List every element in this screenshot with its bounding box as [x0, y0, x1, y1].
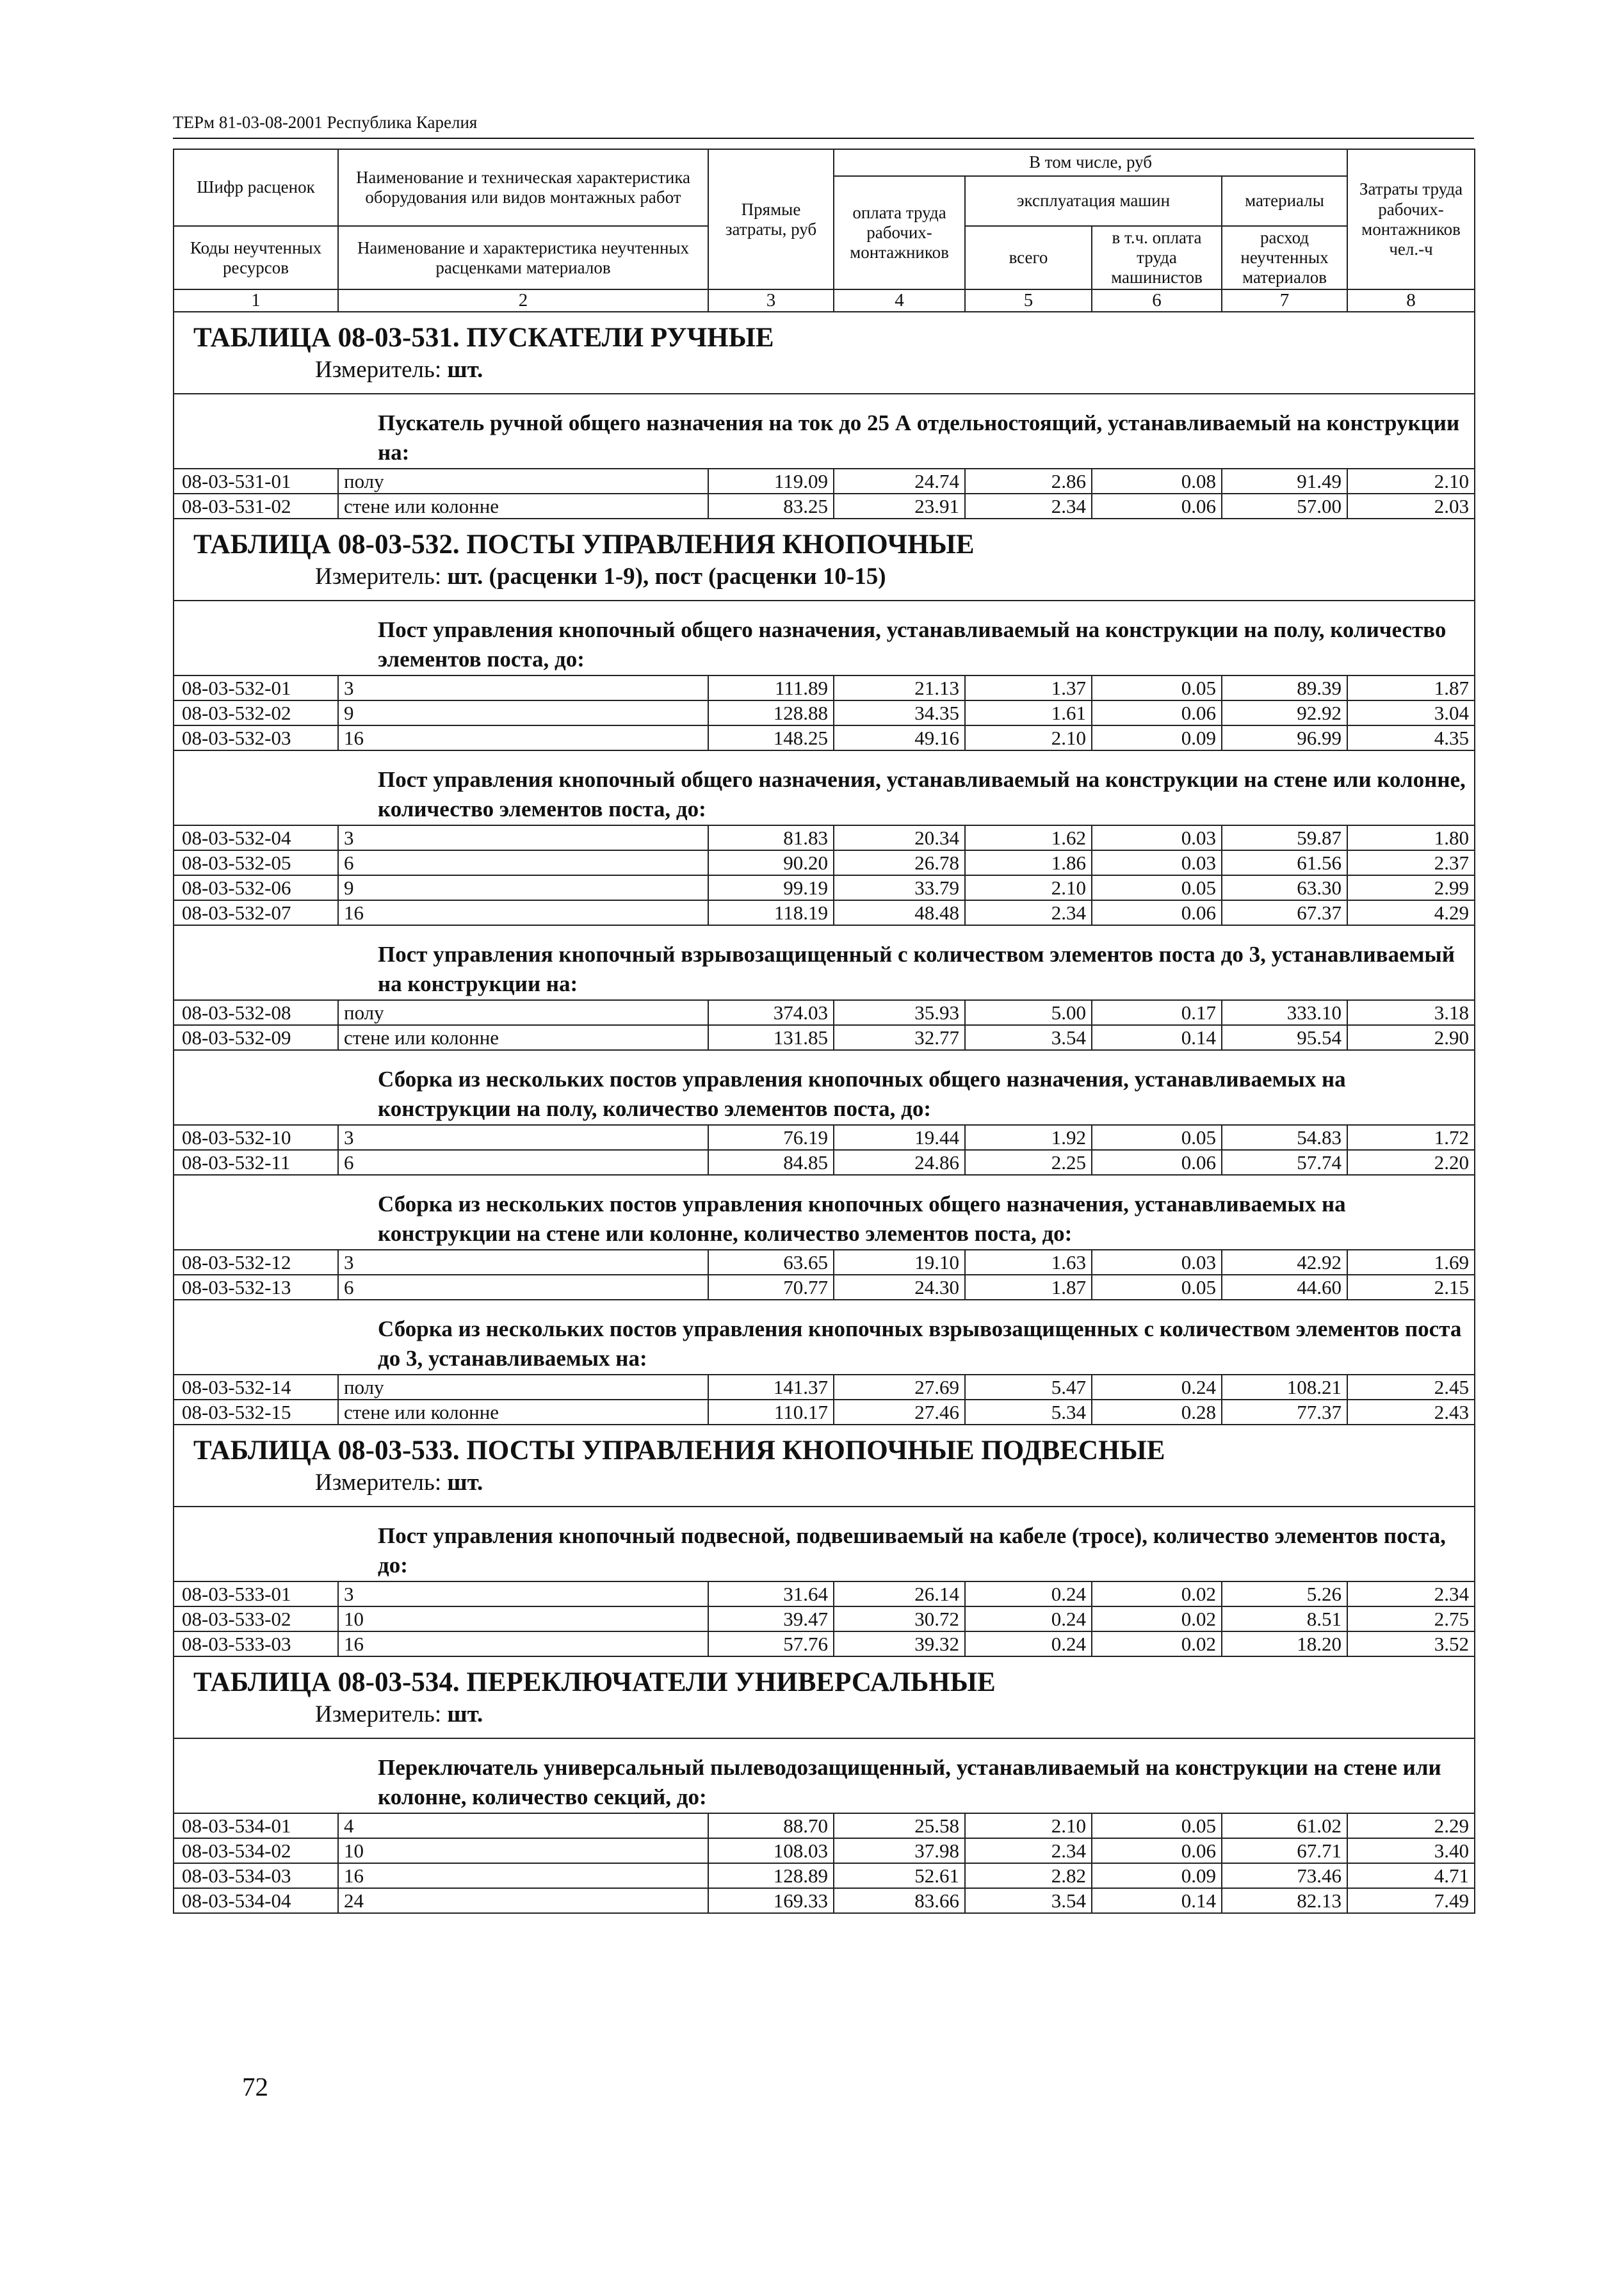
group-description-row: [174, 750, 1475, 825]
machine-cost-cell: 1.92: [965, 1125, 1092, 1150]
table-row: [174, 875, 1475, 900]
machine-cost-cell: 3.54: [965, 1888, 1092, 1913]
group-description-row: [174, 1050, 1475, 1125]
machine-wage-cell: 0.06: [1092, 700, 1222, 725]
labor-hours-cell: 3.40: [1347, 1838, 1475, 1863]
col-number: 1: [174, 289, 338, 312]
code-cell: 08-03-534-04: [174, 1888, 338, 1913]
direct-cost-cell: 83.25: [708, 494, 834, 519]
machine-cost-cell: 1.61: [965, 700, 1092, 725]
labor-cost-cell: 19.10: [834, 1250, 965, 1275]
col-number: 7: [1222, 289, 1347, 312]
group-description-row: [174, 601, 1475, 675]
material-cost-cell: 18.20: [1222, 1631, 1347, 1656]
machine-cost-cell: 2.10: [965, 725, 1092, 750]
labor-cost-cell: 83.66: [834, 1888, 965, 1913]
name-cell: 16: [338, 900, 708, 925]
name-cell: 6: [338, 850, 708, 875]
table-title-row: [174, 312, 1475, 355]
machine-cost-cell: 1.87: [965, 1275, 1092, 1300]
name-cell: 3: [338, 675, 708, 700]
name-cell: полу: [338, 1000, 708, 1025]
direct-cost-cell: 118.19: [708, 900, 834, 925]
machine-wage-cell: 0.05: [1092, 1275, 1222, 1300]
labor-cost-cell: 24.74: [834, 469, 965, 494]
group-description: Сборка из нескольких постов управления кнопочных общего назначения, устанавливаемых на конструкции на полу, количество элементов поста, до:: [174, 1050, 1475, 1125]
machine-wage-cell: 0.05: [1092, 1125, 1222, 1150]
table-row: [174, 850, 1475, 875]
machine-cost-cell: 2.10: [965, 875, 1092, 900]
code-cell: 08-03-532-04: [174, 825, 338, 850]
group-description: Пускатель ручной общего назначения на ток до 25 А отдельностоящий, устанавливаемый на конструкции на:: [174, 394, 1475, 469]
col-materials-header: материалы: [1222, 176, 1347, 226]
labor-cost-cell: 19.44: [834, 1125, 965, 1150]
machine-cost-cell: 3.54: [965, 1025, 1092, 1050]
group-description: Переключатель универсальный пылеводозащищенный, устанавливаемый на конструкции на стене или колонне, количество секций, до:: [174, 1738, 1475, 1813]
code-cell: 08-03-532-10: [174, 1125, 338, 1150]
direct-cost-cell: 110.17: [708, 1400, 834, 1425]
name-cell: 10: [338, 1838, 708, 1863]
code-cell: 08-03-532-02: [174, 700, 338, 725]
col-number: 4: [834, 289, 965, 312]
direct-cost-cell: 374.03: [708, 1000, 834, 1025]
measure-value: шт.: [447, 1701, 483, 1728]
col-direct-header: Прямые затраты, руб: [708, 149, 834, 289]
labor-cost-cell: 24.86: [834, 1150, 965, 1175]
measure-row: [174, 355, 1475, 394]
measure-row: [174, 1468, 1475, 1507]
group-description: Пост управления кнопочный подвесной, подвешиваемый на кабеле (тросе), количество элементов поста, до:: [174, 1507, 1475, 1581]
measure-label: Измеритель:: [315, 1469, 442, 1496]
machine-wage-cell: 0.02: [1092, 1581, 1222, 1606]
material-cost-cell: 63.30: [1222, 875, 1347, 900]
col-number: 3: [708, 289, 834, 312]
machine-cost-cell: 5.34: [965, 1400, 1092, 1425]
code-cell: 08-03-532-06: [174, 875, 338, 900]
machine-wage-cell: 0.03: [1092, 850, 1222, 875]
material-cost-cell: 77.37: [1222, 1400, 1347, 1425]
labor-cost-cell: 26.14: [834, 1581, 965, 1606]
table-row: [174, 1000, 1475, 1025]
group-description: Пост управления кнопочный общего назначения, устанавливаемый на конструкции на полу, количество элементов поста, до:: [174, 601, 1475, 675]
labor-cost-cell: 27.69: [834, 1375, 965, 1400]
code-cell: 08-03-532-09: [174, 1025, 338, 1050]
direct-cost-cell: 111.89: [708, 675, 834, 700]
material-cost-cell: 57.00: [1222, 494, 1347, 519]
group-description-row: [174, 1300, 1475, 1375]
table-row: [174, 1838, 1475, 1863]
table-row: [174, 1400, 1475, 1425]
material-cost-cell: 333.10: [1222, 1000, 1347, 1025]
name-cell: 24: [338, 1888, 708, 1913]
direct-cost-cell: 88.70: [708, 1813, 834, 1838]
labor-hours-cell: 1.69: [1347, 1250, 1475, 1275]
machine-wage-cell: 0.02: [1092, 1606, 1222, 1631]
material-cost-cell: 8.51: [1222, 1606, 1347, 1631]
labor-cost-cell: 23.91: [834, 494, 965, 519]
group-description-row: [174, 1175, 1475, 1250]
col-name-header: Наименование и техническая характеристика оборудования или видов монтажных работ: [338, 149, 708, 226]
header-rule: [173, 138, 1474, 139]
machine-cost-cell: 2.10: [965, 1813, 1092, 1838]
material-cost-cell: 57.74: [1222, 1150, 1347, 1175]
direct-cost-cell: 131.85: [708, 1025, 834, 1050]
machine-cost-cell: 2.82: [965, 1863, 1092, 1888]
table-row: [174, 1581, 1475, 1606]
document-body: [173, 149, 1474, 1914]
labor-hours-cell: 3.52: [1347, 1631, 1475, 1656]
labor-hours-cell: 2.43: [1347, 1400, 1475, 1425]
name-cell: стене или колонне: [338, 1400, 708, 1425]
code-cell: 08-03-534-02: [174, 1838, 338, 1863]
material-cost-cell: 61.02: [1222, 1813, 1347, 1838]
table-row: [174, 1375, 1475, 1400]
table-row: [174, 675, 1475, 700]
table-row: [174, 1863, 1475, 1888]
material-cost-cell: 82.13: [1222, 1888, 1347, 1913]
direct-cost-cell: 39.47: [708, 1606, 834, 1631]
labor-hours-cell: 2.75: [1347, 1606, 1475, 1631]
labor-cost-cell: 21.13: [834, 675, 965, 700]
code-cell: 08-03-533-03: [174, 1631, 338, 1656]
name-cell: 6: [338, 1275, 708, 1300]
code-cell: 08-03-534-03: [174, 1863, 338, 1888]
group-description-row: [174, 1738, 1475, 1813]
machine-cost-cell: 1.63: [965, 1250, 1092, 1275]
direct-cost-cell: 90.20: [708, 850, 834, 875]
col-machines-header: эксплуатация машин: [965, 176, 1222, 226]
table-row: [174, 900, 1475, 925]
column-number-row: [174, 289, 1475, 312]
labor-cost-cell: 33.79: [834, 875, 965, 900]
name-cell: 3: [338, 1581, 708, 1606]
measure-label: Измеритель:: [315, 1701, 442, 1728]
name-cell: 3: [338, 825, 708, 850]
machine-wage-cell: 0.06: [1092, 1150, 1222, 1175]
labor-cost-cell: 20.34: [834, 825, 965, 850]
table-row: [174, 1250, 1475, 1275]
machine-wage-cell: 0.09: [1092, 1863, 1222, 1888]
material-cost-cell: 44.60: [1222, 1275, 1347, 1300]
labor-cost-cell: 32.77: [834, 1025, 965, 1050]
machine-cost-cell: 1.37: [965, 675, 1092, 700]
table-row: [174, 1631, 1475, 1656]
material-cost-cell: 89.39: [1222, 675, 1347, 700]
code-cell: 08-03-531-02: [174, 494, 338, 519]
name-cell: полу: [338, 469, 708, 494]
col-including-header: В том числе, руб: [834, 149, 1347, 176]
code-cell: 08-03-533-02: [174, 1606, 338, 1631]
machine-wage-cell: 0.03: [1092, 1250, 1222, 1275]
code-cell: 08-03-532-08: [174, 1000, 338, 1025]
machine-wage-cell: 0.14: [1092, 1888, 1222, 1913]
name-cell: 3: [338, 1250, 708, 1275]
machine-wage-cell: 0.05: [1092, 1813, 1222, 1838]
col-number: 5: [965, 289, 1092, 312]
code-cell: 08-03-532-05: [174, 850, 338, 875]
group-description: Сборка из нескольких постов управления кнопочных общего назначения, устанавливаемых на конструкции на стене или колонне, количество элементов поста, до:: [174, 1175, 1475, 1250]
machine-cost-cell: 5.47: [965, 1375, 1092, 1400]
labor-hours-cell: 4.35: [1347, 725, 1475, 750]
name-cell: 10: [338, 1606, 708, 1631]
col-hours-header: Затраты труда рабочих-монтажников чел.-ч: [1347, 149, 1475, 289]
table-row: [174, 1150, 1475, 1175]
material-cost-cell: 61.56: [1222, 850, 1347, 875]
col-number: 8: [1347, 289, 1475, 312]
machine-cost-cell: 1.86: [965, 850, 1092, 875]
table-title-row: [174, 519, 1475, 562]
machine-wage-cell: 0.03: [1092, 825, 1222, 850]
measure-label: Измеритель:: [315, 357, 442, 384]
measure-value: шт.: [447, 1469, 483, 1496]
table-row: [174, 1125, 1475, 1150]
labor-hours-cell: 2.99: [1347, 875, 1475, 900]
name-cell: 4: [338, 1813, 708, 1838]
labor-hours-cell: 2.20: [1347, 1150, 1475, 1175]
machine-cost-cell: 2.25: [965, 1150, 1092, 1175]
measure-unit: [174, 355, 1475, 394]
table-row: [174, 1275, 1475, 1300]
machine-wage-cell: 0.28: [1092, 1400, 1222, 1425]
measure-unit: [174, 1700, 1475, 1738]
col-number: 2: [338, 289, 708, 312]
labor-hours-cell: 3.04: [1347, 700, 1475, 725]
table-title: ТАБЛИЦА 08-03-532. ПОСТЫ УПРАВЛЕНИЯ КНОПОЧНЫЕ: [174, 519, 1475, 562]
name-cell: стене или колонне: [338, 1025, 708, 1050]
measure-unit: [174, 562, 1475, 601]
labor-cost-cell: 48.48: [834, 900, 965, 925]
measure-label: Измеритель:: [315, 563, 442, 590]
labor-hours-cell: 7.49: [1347, 1888, 1475, 1913]
machine-cost-cell: 1.62: [965, 825, 1092, 850]
table-title: ТАБЛИЦА 08-03-533. ПОСТЫ УПРАВЛЕНИЯ КНОПОЧНЫЕ ПОДВЕСНЫЕ: [174, 1425, 1475, 1468]
name-cell: 6: [338, 1150, 708, 1175]
name-cell: 16: [338, 1631, 708, 1656]
machine-wage-cell: 0.05: [1092, 675, 1222, 700]
direct-cost-cell: 128.89: [708, 1863, 834, 1888]
material-cost-cell: 96.99: [1222, 725, 1347, 750]
labor-hours-cell: 1.87: [1347, 675, 1475, 700]
table-row: [174, 1813, 1475, 1838]
machine-wage-cell: 0.06: [1092, 900, 1222, 925]
machine-cost-cell: 2.86: [965, 469, 1092, 494]
direct-cost-cell: 63.65: [708, 1250, 834, 1275]
direct-cost-cell: 70.77: [708, 1275, 834, 1300]
col-labor-header: оплата труда рабочих-монтажников: [834, 176, 965, 289]
rates-table: [173, 149, 1475, 1914]
material-cost-cell: 108.21: [1222, 1375, 1347, 1400]
col-name2-header: Наименование и характеристика неучтенных расценками материалов: [338, 226, 708, 289]
machine-wage-cell: 0.14: [1092, 1025, 1222, 1050]
page-number: 72: [242, 2072, 268, 2101]
machine-wage-cell: 0.24: [1092, 1375, 1222, 1400]
direct-cost-cell: 148.25: [708, 725, 834, 750]
labor-hours-cell: 2.29: [1347, 1813, 1475, 1838]
code-cell: 08-03-531-01: [174, 469, 338, 494]
labor-cost-cell: 25.58: [834, 1813, 965, 1838]
material-cost-cell: 59.87: [1222, 825, 1347, 850]
name-cell: стене или колонне: [338, 494, 708, 519]
code-cell: 08-03-532-14: [174, 1375, 338, 1400]
labor-hours-cell: 2.90: [1347, 1025, 1475, 1050]
labor-hours-cell: 2.10: [1347, 469, 1475, 494]
labor-hours-cell: 2.34: [1347, 1581, 1475, 1606]
table-row: [174, 494, 1475, 519]
table-row: [174, 1888, 1475, 1913]
labor-cost-cell: 34.35: [834, 700, 965, 725]
table-title: ТАБЛИЦА 08-03-531. ПУСКАТЕЛИ РУЧНЫЕ: [174, 312, 1475, 355]
table-title-row: [174, 1425, 1475, 1468]
code-cell: 08-03-532-15: [174, 1400, 338, 1425]
labor-hours-cell: 2.03: [1347, 494, 1475, 519]
machine-wage-cell: 0.06: [1092, 1838, 1222, 1863]
machine-wage-cell: 0.09: [1092, 725, 1222, 750]
direct-cost-cell: 81.83: [708, 825, 834, 850]
col-code2-header: Коды неучтенных ресурсов: [174, 226, 338, 289]
direct-cost-cell: 76.19: [708, 1125, 834, 1150]
col-mach-wage-header: в т.ч. оплата труда машинистов: [1092, 226, 1222, 289]
machine-cost-cell: 0.24: [965, 1581, 1092, 1606]
material-cost-cell: 95.54: [1222, 1025, 1347, 1050]
material-cost-cell: 42.92: [1222, 1250, 1347, 1275]
labor-cost-cell: 52.61: [834, 1863, 965, 1888]
direct-cost-cell: 128.88: [708, 700, 834, 725]
machine-wage-cell: 0.05: [1092, 875, 1222, 900]
name-cell: 16: [338, 725, 708, 750]
labor-hours-cell: 1.72: [1347, 1125, 1475, 1150]
material-cost-cell: 67.37: [1222, 900, 1347, 925]
group-description-row: [174, 1507, 1475, 1581]
labor-cost-cell: 27.46: [834, 1400, 965, 1425]
direct-cost-cell: 108.03: [708, 1838, 834, 1863]
name-cell: 9: [338, 875, 708, 900]
labor-cost-cell: 35.93: [834, 1000, 965, 1025]
table-row: [174, 825, 1475, 850]
direct-cost-cell: 57.76: [708, 1631, 834, 1656]
name-cell: 16: [338, 1863, 708, 1888]
table-row: [174, 725, 1475, 750]
measure-unit: [174, 1468, 1475, 1507]
measure-value: шт. (расценки 1-9), пост (расценки 10-15): [447, 563, 886, 590]
machine-wage-cell: 0.17: [1092, 1000, 1222, 1025]
group-description: Пост управления кнопочный общего назначения, устанавливаемый на конструкции на стене или колонне, количество элементов поста, до:: [174, 750, 1475, 825]
labor-hours-cell: 2.37: [1347, 850, 1475, 875]
material-cost-cell: 73.46: [1222, 1863, 1347, 1888]
direct-cost-cell: 169.33: [708, 1888, 834, 1913]
material-cost-cell: 92.92: [1222, 700, 1347, 725]
direct-cost-cell: 119.09: [708, 469, 834, 494]
group-description-row: [174, 394, 1475, 469]
machine-cost-cell: 5.00: [965, 1000, 1092, 1025]
table-row: [174, 700, 1475, 725]
machine-wage-cell: 0.08: [1092, 469, 1222, 494]
code-cell: 08-03-534-01: [174, 1813, 338, 1838]
table-row: [174, 1606, 1475, 1631]
labor-cost-cell: 24.30: [834, 1275, 965, 1300]
group-description-row: [174, 925, 1475, 1000]
code-cell: 08-03-532-01: [174, 675, 338, 700]
machine-wage-cell: 0.02: [1092, 1631, 1222, 1656]
code-cell: 08-03-532-11: [174, 1150, 338, 1175]
running-header: ТЕРм 81-03-08-2001 Республика Карелия: [173, 113, 478, 132]
code-cell: 08-03-532-03: [174, 725, 338, 750]
labor-hours-cell: 1.80: [1347, 825, 1475, 850]
machine-cost-cell: 0.24: [965, 1606, 1092, 1631]
labor-cost-cell: 49.16: [834, 725, 965, 750]
material-cost-cell: 67.71: [1222, 1838, 1347, 1863]
direct-cost-cell: 31.64: [708, 1581, 834, 1606]
col-mat-consumption-header: расход неучтенных материалов: [1222, 226, 1347, 289]
measure-row: [174, 562, 1475, 601]
labor-hours-cell: 2.45: [1347, 1375, 1475, 1400]
col-number: 6: [1092, 289, 1222, 312]
code-cell: 08-03-533-01: [174, 1581, 338, 1606]
group-description: Пост управления кнопочный взрывозащищенный с количеством элементов поста до 3, устанавливаемый на конструкции на:: [174, 925, 1475, 1000]
machine-cost-cell: 2.34: [965, 900, 1092, 925]
name-cell: 9: [338, 700, 708, 725]
name-cell: полу: [338, 1375, 708, 1400]
direct-cost-cell: 141.37: [708, 1375, 834, 1400]
labor-hours-cell: 2.15: [1347, 1275, 1475, 1300]
labor-cost-cell: 37.98: [834, 1838, 965, 1863]
table-body: [174, 312, 1475, 1913]
direct-cost-cell: 84.85: [708, 1150, 834, 1175]
measure-row: [174, 1700, 1475, 1738]
table-title: ТАБЛИЦА 08-03-534. ПЕРЕКЛЮЧАТЕЛИ УНИВЕРСАЛЬНЫЕ: [174, 1656, 1475, 1700]
material-cost-cell: 5.26: [1222, 1581, 1347, 1606]
name-cell: 3: [338, 1125, 708, 1150]
labor-hours-cell: 4.71: [1347, 1863, 1475, 1888]
labor-cost-cell: 30.72: [834, 1606, 965, 1631]
machine-cost-cell: 2.34: [965, 494, 1092, 519]
machine-cost-cell: 2.34: [965, 1838, 1092, 1863]
col-mach-total-header: всего: [965, 226, 1092, 289]
table-row: [174, 1025, 1475, 1050]
table-header: [174, 149, 1475, 312]
machine-wage-cell: 0.06: [1092, 494, 1222, 519]
labor-hours-cell: 3.18: [1347, 1000, 1475, 1025]
code-cell: 08-03-532-12: [174, 1250, 338, 1275]
code-cell: 08-03-532-07: [174, 900, 338, 925]
table-title-row: [174, 1656, 1475, 1700]
col-code-header: Шифр расценок: [174, 149, 338, 226]
labor-cost-cell: 39.32: [834, 1631, 965, 1656]
machine-cost-cell: 0.24: [965, 1631, 1092, 1656]
group-description: Сборка из нескольких постов управления кнопочных взрывозащищенных с количеством элементов поста до 3, устанавливаемых на:: [174, 1300, 1475, 1375]
code-cell: 08-03-532-13: [174, 1275, 338, 1300]
material-cost-cell: 91.49: [1222, 469, 1347, 494]
measure-value: шт.: [447, 357, 483, 384]
labor-hours-cell: 4.29: [1347, 900, 1475, 925]
material-cost-cell: 54.83: [1222, 1125, 1347, 1150]
labor-cost-cell: 26.78: [834, 850, 965, 875]
table-row: [174, 469, 1475, 494]
direct-cost-cell: 99.19: [708, 875, 834, 900]
